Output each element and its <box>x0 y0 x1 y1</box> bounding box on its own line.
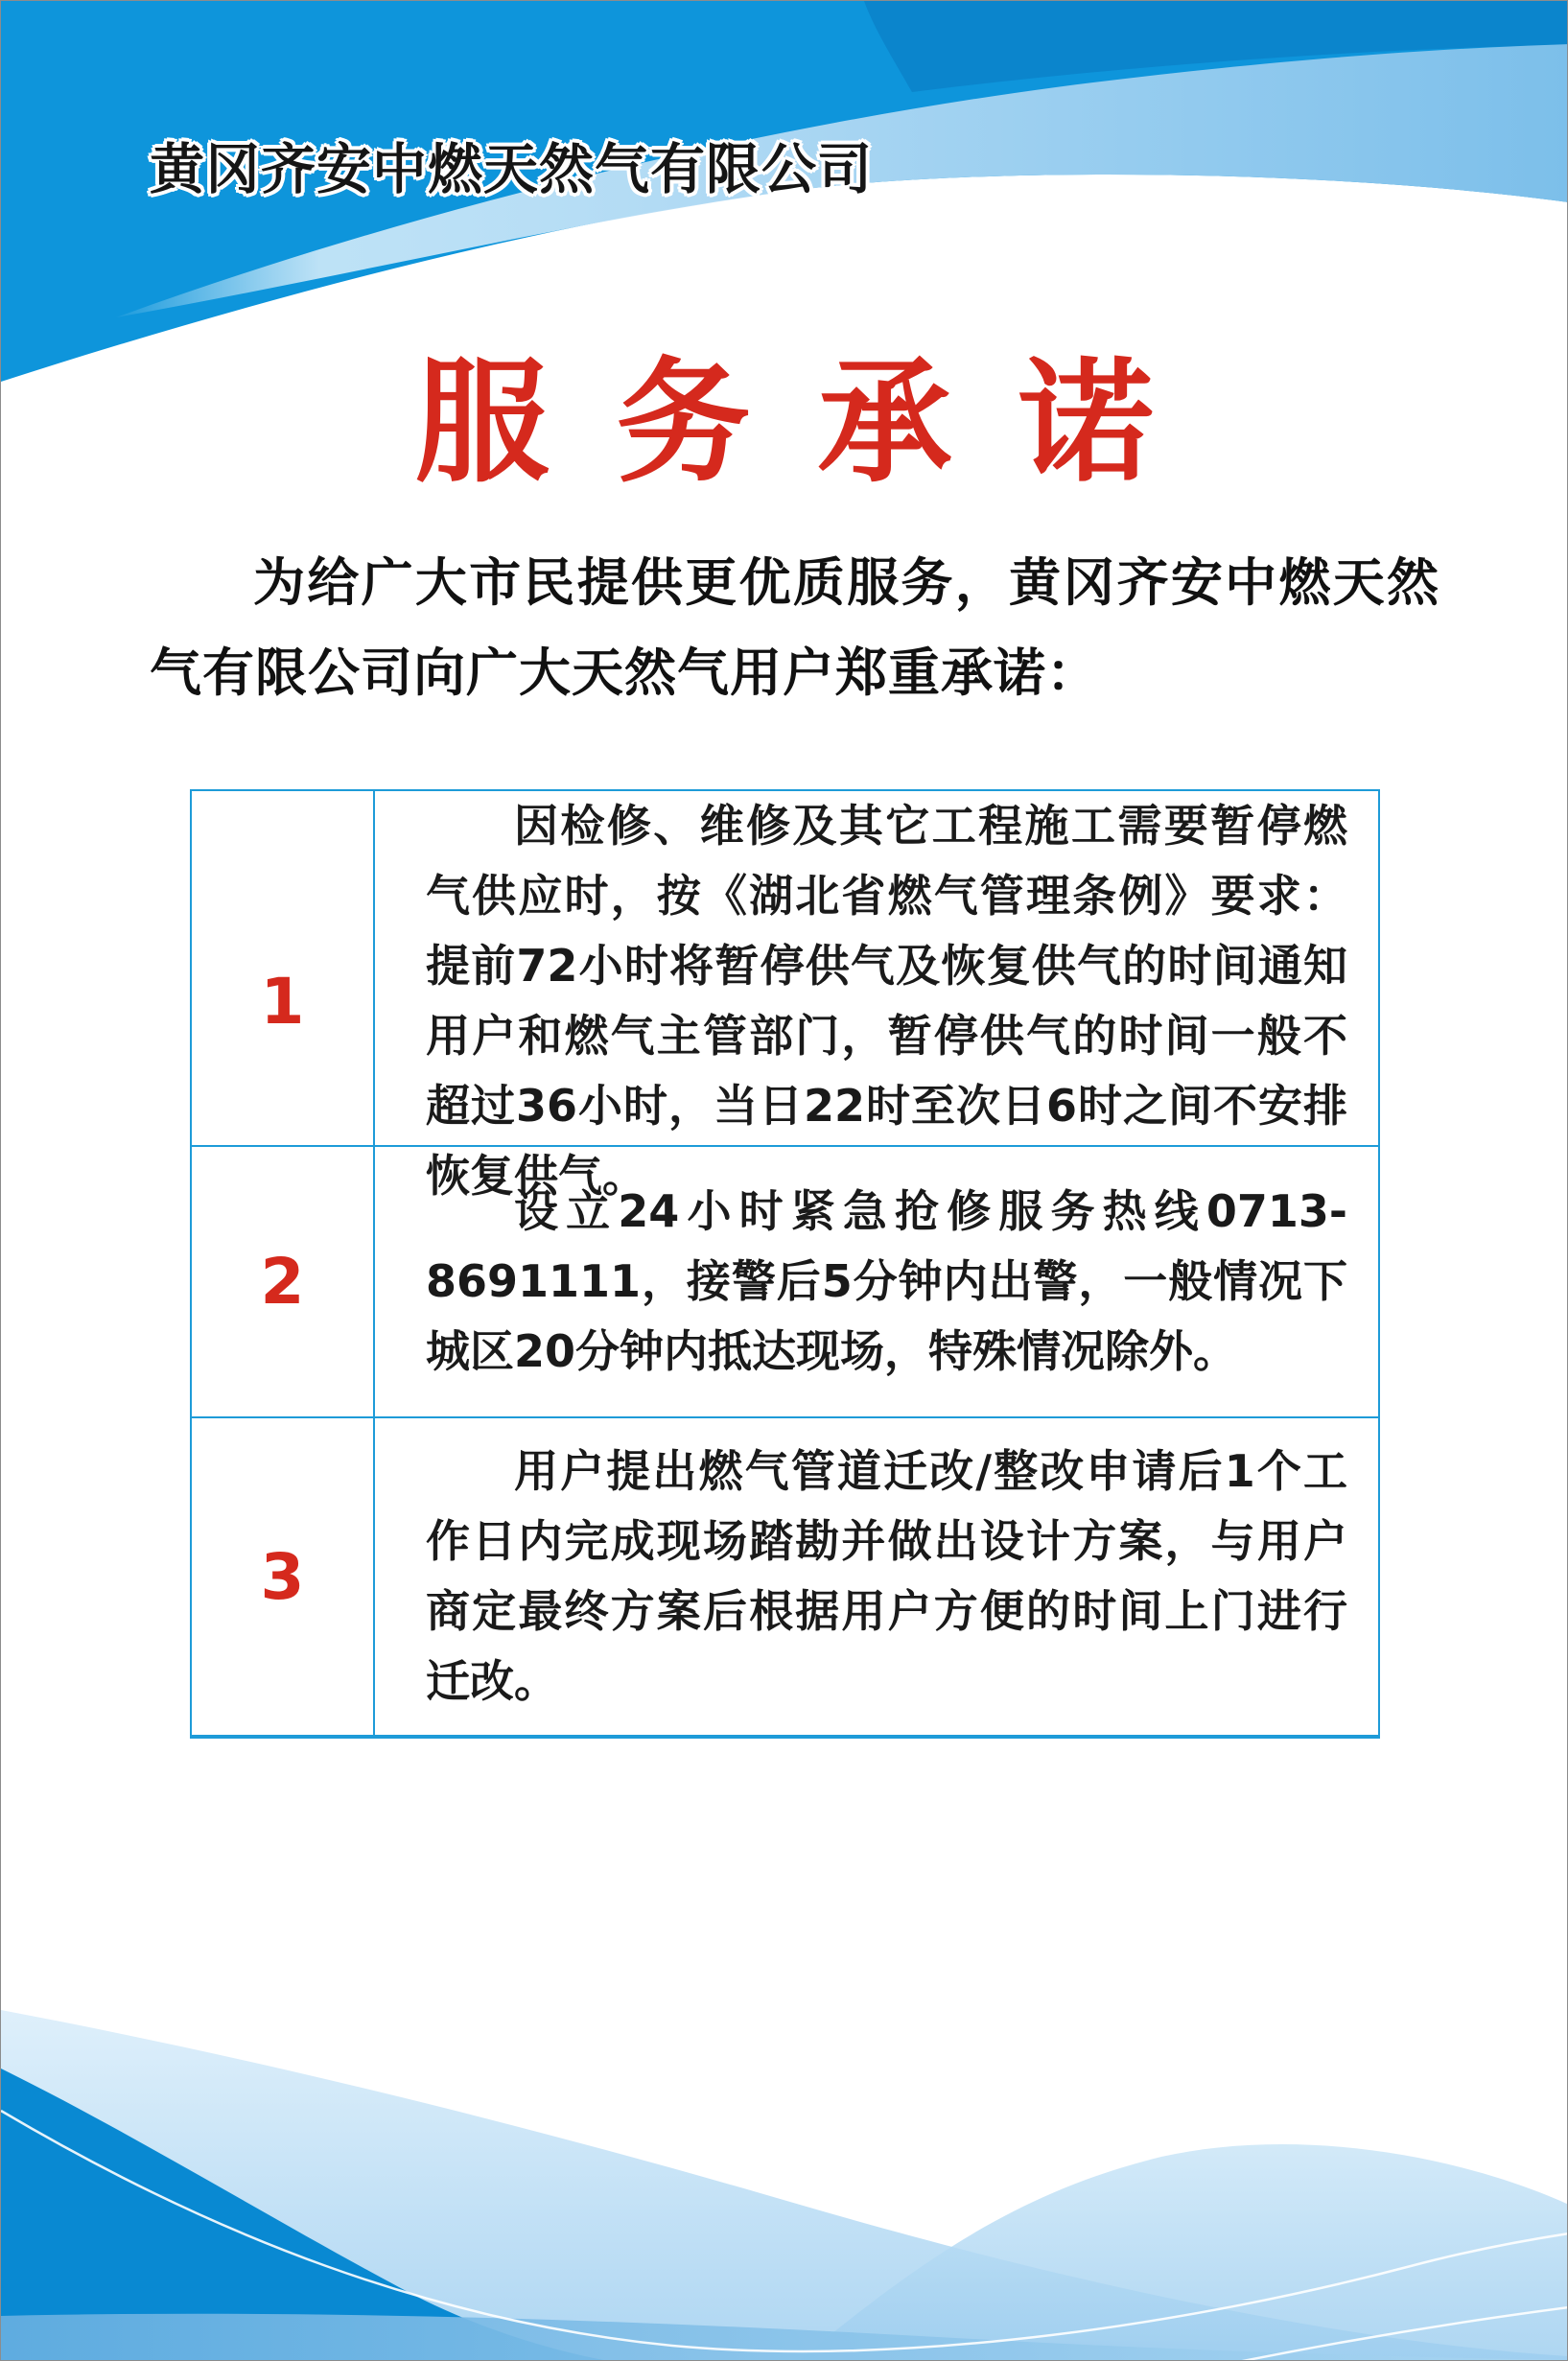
commitment-text: 设立24小时紧急抢修服务热线0713-8691111，接警后5分钟内出警，一般情况下城区20分钟内抵达现场，特殊情况除外。 <box>426 1185 1347 1377</box>
commitment-number: 2 <box>192 1147 375 1416</box>
commitment-text: 因检修、维修及其它工程施工需要暂停燃气供应时，按《湖北省燃气管理条例》要求：提前72小时将暂停供气及恢复供气的时间通知用户和燃气主管部门，暂停供气的时间一般不超过36小时，当日22时至次日6时之间不安排恢复供气。 <box>426 800 1347 1202</box>
commitment-row-1 <box>192 791 1378 1202</box>
commitment-text: 用户提出燃气管道迁改/整改申请后1个工作日内完成现场踏勘并做出设计方案，与用户商定最终方案后根据用户方便的时间上门进行迁改。 <box>426 1445 1347 1707</box>
poster-title: 服务承诺 <box>414 345 1221 502</box>
company-name: 黄冈齐安中燃天然气有限公司 <box>150 138 873 201</box>
commitment-row-3 <box>192 1416 1378 1735</box>
commitments-table <box>190 789 1380 1739</box>
commitment-number: 1 <box>192 791 375 1211</box>
commitment-number: 3 <box>192 1418 375 1735</box>
intro-paragraph: 为给广大市民提供更优质服务，黄冈齐安中燃天然气有限公司向广大天然气用户郑重承诺： <box>150 552 1439 703</box>
commitment-row-2 <box>192 1145 1378 1416</box>
footer-wave-decoration <box>1 1823 1568 2361</box>
